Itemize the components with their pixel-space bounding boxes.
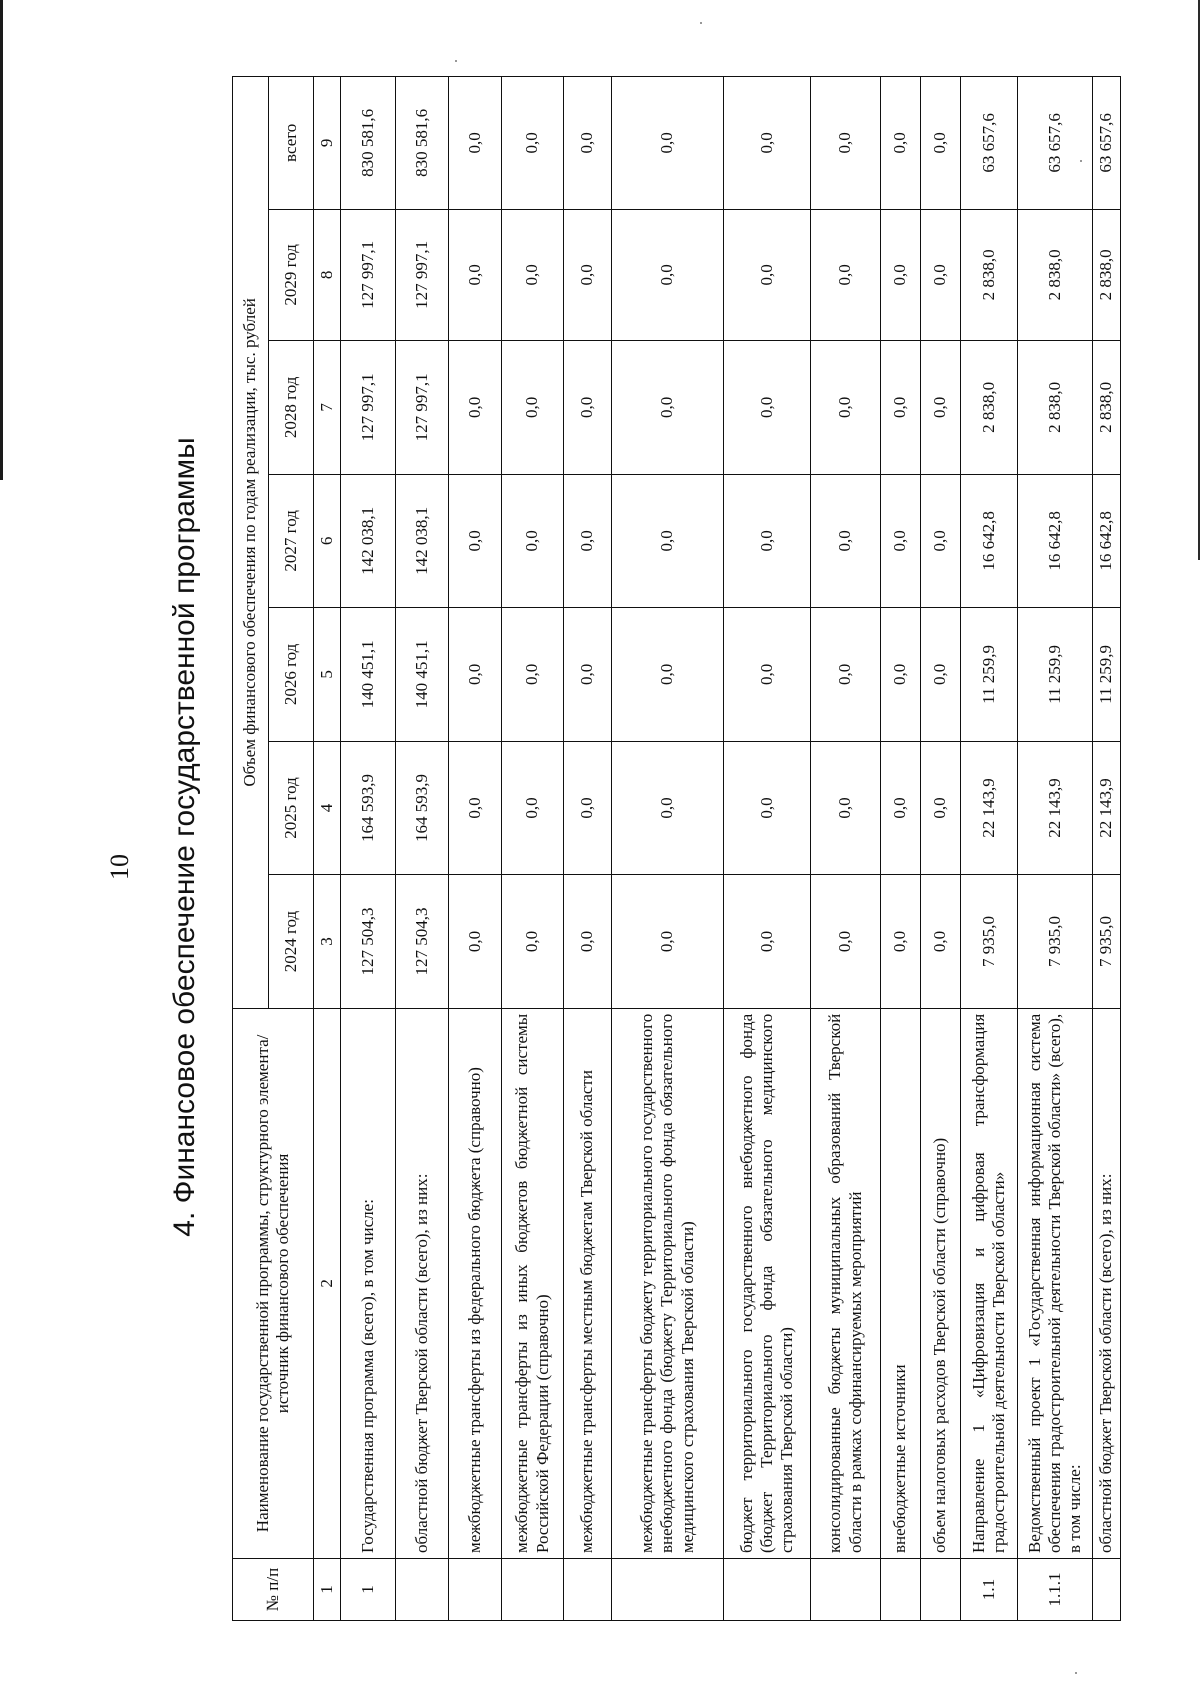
value-cell: 0,0 <box>612 875 724 1009</box>
value-cell: 16 642,8 <box>961 474 1018 608</box>
total-cell: 63 657,6 <box>1018 77 1093 210</box>
value-cell: 0,0 <box>921 209 961 340</box>
header-name: Наименование государственной программы, структурного элемента/источник финансового обеспечения <box>233 1008 314 1558</box>
value-cell: 0,0 <box>811 875 881 1009</box>
row-number: 1.1.1 <box>1018 1559 1093 1621</box>
total-cell: 0,0 <box>564 77 612 210</box>
value-cell: 0,0 <box>449 741 502 875</box>
total-cell: 0,0 <box>881 77 921 210</box>
value-cell: 0,0 <box>921 875 961 1009</box>
total-cell: 63 657,6 <box>1093 77 1121 210</box>
row-number <box>1093 1559 1121 1621</box>
row-number <box>564 1559 612 1621</box>
table-row <box>502 77 564 1621</box>
table-row <box>396 77 449 1621</box>
row-number <box>396 1559 449 1621</box>
value-cell: 0,0 <box>564 875 612 1009</box>
table-row <box>341 77 396 1621</box>
row-number <box>449 1559 502 1621</box>
value-cell: 0,0 <box>564 608 612 742</box>
value-cell: 7 935,0 <box>1093 875 1121 1009</box>
financing-table <box>232 76 1121 1621</box>
value-cell: 2 838,0 <box>1093 209 1121 340</box>
value-cell: 0,0 <box>502 341 564 475</box>
value-cell: 0,0 <box>449 608 502 742</box>
value-cell: 0,0 <box>811 474 881 608</box>
header-year-2025: 2025 год <box>269 741 314 875</box>
value-cell: 0,0 <box>564 741 612 875</box>
total-cell: 0,0 <box>612 77 724 210</box>
table-row <box>612 77 724 1621</box>
column-numbering-row <box>314 77 341 1621</box>
value-cell: 2 838,0 <box>1018 341 1093 475</box>
value-cell: 0,0 <box>881 341 921 475</box>
header-year-2029: 2029 год <box>269 209 314 340</box>
row-number <box>811 1559 881 1621</box>
total-cell: 0,0 <box>921 77 961 210</box>
value-cell: 0,0 <box>881 608 921 742</box>
table-row <box>449 77 502 1621</box>
table-row <box>921 77 961 1621</box>
row-number <box>612 1559 724 1621</box>
value-cell: 0,0 <box>881 875 921 1009</box>
value-cell: 0,0 <box>921 474 961 608</box>
value-cell: 0,0 <box>612 341 724 475</box>
row-name: Направление 1 «Цифровизация и цифровая трансформация градостроительной деятельности Тверской области» <box>961 1008 1018 1558</box>
value-cell: 127 997,1 <box>396 341 449 475</box>
row-name: областной бюджет Тверской области (всего), из них: <box>396 1008 449 1558</box>
value-cell: 22 143,9 <box>1093 741 1121 875</box>
value-cell: 0,0 <box>881 741 921 875</box>
total-cell: 830 581,6 <box>396 77 449 210</box>
value-cell: 0,0 <box>449 474 502 608</box>
header-year-2028: 2028 год <box>269 341 314 475</box>
value-cell: 22 143,9 <box>961 741 1018 875</box>
row-name: внебюджетные источники <box>881 1008 921 1558</box>
value-cell: 142 038,1 <box>396 474 449 608</box>
total-cell: 0,0 <box>724 77 811 210</box>
row-name: межбюджетные трансферты из иных бюджетов бюджетной системы Российской Федерации (справочно) <box>502 1008 564 1558</box>
value-cell: 0,0 <box>724 875 811 1009</box>
row-name: межбюджетные трансферты бюджету территориального государственного внебюджетного фонда (бюджету Территориального фонда обязательного медицинского страхования Тверской области) <box>612 1008 724 1558</box>
column-number: 6 <box>314 474 341 608</box>
value-cell: 0,0 <box>564 474 612 608</box>
value-cell: 0,0 <box>724 341 811 475</box>
row-number <box>502 1559 564 1621</box>
row-number <box>724 1559 811 1621</box>
row-name: межбюджетные трансферты из федерального бюджета (справочно) <box>449 1008 502 1558</box>
total-cell: 63 657,6 <box>961 77 1018 210</box>
column-number: 5 <box>314 608 341 742</box>
value-cell: 0,0 <box>811 341 881 475</box>
value-cell: 127 504,3 <box>396 875 449 1009</box>
table-row <box>564 77 612 1621</box>
value-cell: 0,0 <box>724 741 811 875</box>
value-cell: 0,0 <box>564 209 612 340</box>
value-cell: 140 451,1 <box>341 608 396 742</box>
table-row <box>811 77 881 1621</box>
total-cell: 0,0 <box>502 77 564 210</box>
value-cell: 0,0 <box>502 875 564 1009</box>
value-cell: 2 838,0 <box>1093 341 1121 475</box>
table-row <box>1093 77 1121 1621</box>
row-number <box>881 1559 921 1621</box>
value-cell: 16 642,8 <box>1018 474 1093 608</box>
header-no: № п/п <box>233 1559 314 1621</box>
row-name: межбюджетные трансферты местным бюджетам Тверской области <box>564 1008 612 1558</box>
value-cell: 0,0 <box>502 209 564 340</box>
value-cell: 11 259,9 <box>961 608 1018 742</box>
value-cell: 7 935,0 <box>961 875 1018 1009</box>
value-cell: 11 259,9 <box>1018 608 1093 742</box>
value-cell: 127 997,1 <box>396 209 449 340</box>
value-cell: 0,0 <box>612 209 724 340</box>
value-cell: 0,0 <box>564 341 612 475</box>
row-name: Ведомственный проект 1 «Государственная информационная система обеспечения градостроительной деятельности Тверской области» (всего), в том числе: <box>1018 1008 1093 1558</box>
header-total: всего <box>269 77 314 210</box>
value-cell: 0,0 <box>612 608 724 742</box>
value-cell: 0,0 <box>811 608 881 742</box>
row-number: 1 <box>341 1559 396 1621</box>
table-row <box>724 77 811 1621</box>
value-cell: 0,0 <box>449 875 502 1009</box>
section-title: 4. Финансовое обеспечение государственной программы <box>168 437 201 1237</box>
value-cell: 0,0 <box>921 741 961 875</box>
value-cell: 2 838,0 <box>1018 209 1093 340</box>
header-year-2024: 2024 год <box>269 875 314 1009</box>
value-cell: 0,0 <box>449 209 502 340</box>
table-row <box>961 77 1018 1621</box>
value-cell: 0,0 <box>811 741 881 875</box>
column-number: 1 <box>314 1559 341 1621</box>
value-cell: 0,0 <box>502 608 564 742</box>
value-cell: 164 593,9 <box>396 741 449 875</box>
value-cell: 142 038,1 <box>341 474 396 608</box>
value-cell: 0,0 <box>612 741 724 875</box>
total-cell: 830 581,6 <box>341 77 396 210</box>
value-cell: 0,0 <box>921 608 961 742</box>
total-cell: 0,0 <box>811 77 881 210</box>
value-cell: 0,0 <box>502 741 564 875</box>
row-name: консолидированные бюджеты муниципальных образований Тверской области в рамках софинансируемых мероприятий <box>811 1008 881 1558</box>
value-cell: 0,0 <box>881 209 921 340</box>
row-name: бюджет территориального государственного внебюджетного фонда (бюджет Территориального фонда обязательного медицинского страхования Тверской области) <box>724 1008 811 1558</box>
row-number <box>921 1559 961 1621</box>
value-cell: 164 593,9 <box>341 741 396 875</box>
column-number: 7 <box>314 341 341 475</box>
value-cell: 0,0 <box>724 474 811 608</box>
value-cell: 140 451,1 <box>396 608 449 742</box>
value-cell: 2 838,0 <box>961 341 1018 475</box>
value-cell: 127 997,1 <box>341 341 396 475</box>
value-cell: 7 935,0 <box>1018 875 1093 1009</box>
page-number: 10 <box>105 854 134 880</box>
column-number: 3 <box>314 875 341 1009</box>
value-cell: 0,0 <box>449 341 502 475</box>
value-cell: 0,0 <box>724 608 811 742</box>
value-cell: 0,0 <box>811 209 881 340</box>
row-name: объем налоговых расходов Тверской области (справочно) <box>921 1008 961 1558</box>
row-name: областной бюджет Тверской области (всего), из них: <box>1093 1008 1121 1558</box>
table-row <box>1018 77 1093 1621</box>
column-number: 9 <box>314 77 341 210</box>
value-cell: 16 642,8 <box>1093 474 1121 608</box>
value-cell: 2 838,0 <box>961 209 1018 340</box>
value-cell: 11 259,9 <box>1093 608 1121 742</box>
header-group: Объем финансового обеспечения по годам реализации, тыс. рублей <box>233 77 269 1009</box>
value-cell: 0,0 <box>612 474 724 608</box>
header-year-2027: 2027 год <box>269 474 314 608</box>
column-number: 8 <box>314 209 341 340</box>
row-number: 1.1 <box>961 1559 1018 1621</box>
value-cell: 127 997,1 <box>341 209 396 340</box>
value-cell: 0,0 <box>881 474 921 608</box>
header-year-2026: 2026 год <box>269 608 314 742</box>
value-cell: 0,0 <box>724 209 811 340</box>
value-cell: 22 143,9 <box>1018 741 1093 875</box>
total-cell: 0,0 <box>449 77 502 210</box>
table-row <box>881 77 921 1621</box>
value-cell: 0,0 <box>502 474 564 608</box>
value-cell: 0,0 <box>921 341 961 475</box>
value-cell: 127 504,3 <box>341 875 396 1009</box>
column-number: 4 <box>314 741 341 875</box>
column-number: 2 <box>314 1008 341 1558</box>
row-name: Государственная программа (всего), в том числе: <box>341 1008 396 1558</box>
